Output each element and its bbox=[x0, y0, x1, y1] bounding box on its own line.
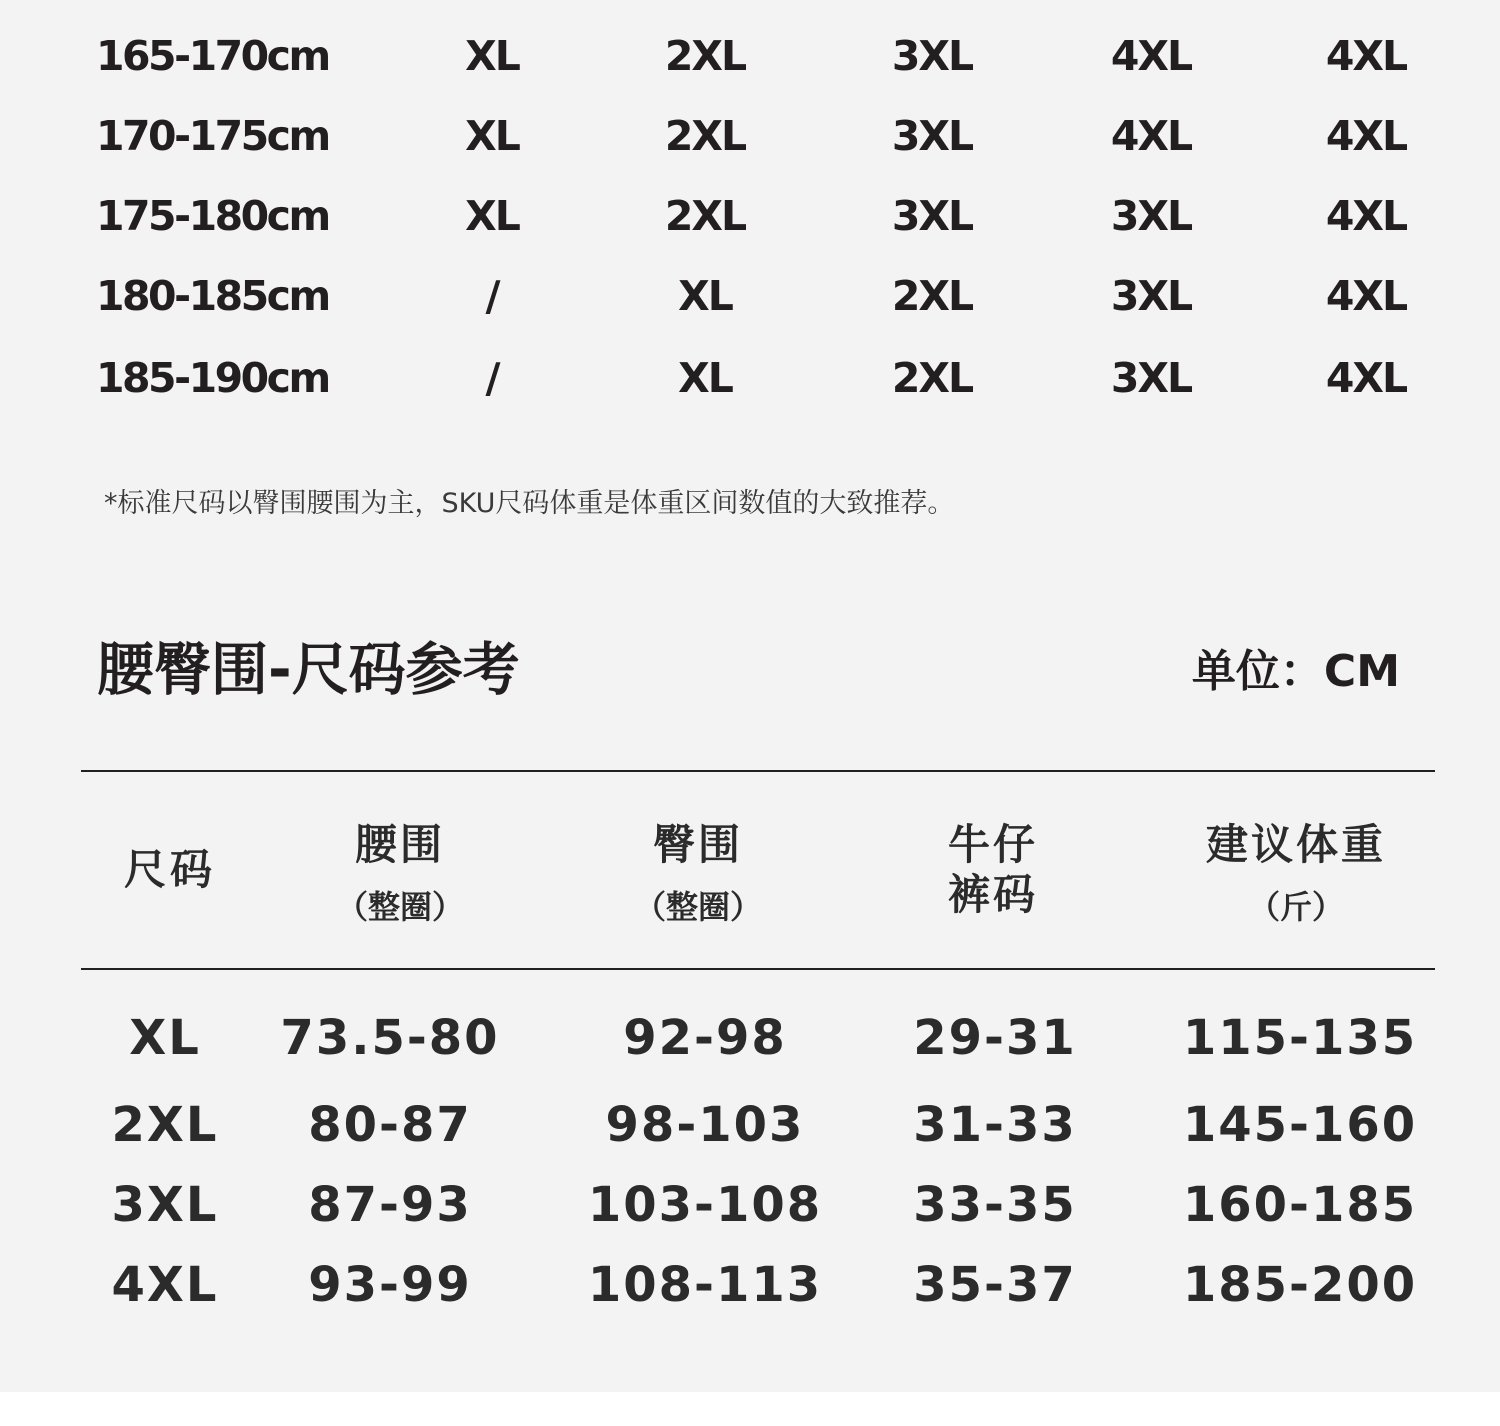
header-jean bbox=[893, 820, 1093, 920]
header-size bbox=[100, 845, 240, 895]
table-row bbox=[0, 1008, 1500, 1068]
jean-value: 33-35 bbox=[913, 1177, 1077, 1233]
size-note: *标准尺码以臀围腰围为主，SKU尺码体重是体重区间数值的大致推荐。 bbox=[104, 488, 955, 519]
size-cell: 2XL bbox=[891, 272, 973, 320]
header-jean-line1: 牛仔 bbox=[947, 820, 1038, 869]
section-title: 腰臀围-尺码参考 bbox=[97, 637, 520, 703]
size-cell: 4XL bbox=[1325, 354, 1407, 402]
size-cell: / bbox=[485, 354, 499, 402]
size-cell: 2XL bbox=[664, 112, 746, 160]
size-cell: 4XL bbox=[1325, 112, 1407, 160]
size-cell: XL bbox=[465, 112, 519, 160]
weight-value: 145-160 bbox=[1182, 1097, 1418, 1153]
height-range: 175-180cm bbox=[96, 192, 329, 240]
size-cell: 3XL bbox=[1110, 192, 1192, 240]
weight-value: 115-135 bbox=[1182, 1010, 1418, 1066]
header-waist bbox=[300, 820, 500, 932]
size-cell: 3XL bbox=[1110, 272, 1192, 320]
size-cell: 2XL bbox=[664, 192, 746, 240]
header-waist-sub: （整圈） bbox=[335, 888, 464, 926]
size-value: 3XL bbox=[111, 1177, 219, 1233]
size-cell: 4XL bbox=[1325, 192, 1407, 240]
table-row bbox=[0, 1095, 1500, 1155]
header-size-label: 尺码 bbox=[123, 845, 216, 894]
table-divider-header bbox=[81, 968, 1435, 970]
jean-value: 29-31 bbox=[913, 1010, 1077, 1066]
size-value: 4XL bbox=[111, 1257, 219, 1313]
table-row bbox=[0, 186, 1500, 246]
table-row bbox=[0, 348, 1500, 408]
table-row bbox=[0, 266, 1500, 326]
size-cell: 3XL bbox=[1110, 354, 1192, 402]
waist-value: 93-99 bbox=[308, 1257, 472, 1313]
table-row bbox=[0, 1175, 1500, 1235]
header-weight bbox=[1190, 820, 1402, 932]
unit-label: 单位：CM bbox=[1191, 646, 1400, 697]
header-weight-label: 建议体重 bbox=[1205, 820, 1386, 869]
size-cell: XL bbox=[465, 192, 519, 240]
size-cell: 2XL bbox=[664, 32, 746, 80]
size-cell: XL bbox=[678, 354, 732, 402]
height-range: 165-170cm bbox=[96, 32, 329, 80]
jean-value: 31-33 bbox=[913, 1097, 1077, 1153]
size-value: 2XL bbox=[111, 1097, 219, 1153]
table-row bbox=[0, 1255, 1500, 1315]
waist-value: 87-93 bbox=[308, 1177, 472, 1233]
size-cell: 2XL bbox=[891, 354, 973, 402]
header-weight-sub: （斤） bbox=[1247, 888, 1344, 926]
size-cell: XL bbox=[465, 32, 519, 80]
table-row bbox=[0, 106, 1500, 166]
size-cell: 3XL bbox=[891, 112, 973, 160]
header-jean-line2: 裤码 bbox=[947, 870, 1038, 919]
header-hip-label: 臀围 bbox=[652, 820, 743, 869]
height-range: 185-190cm bbox=[96, 354, 329, 402]
waist-value: 80-87 bbox=[308, 1097, 472, 1153]
hip-value: 98-103 bbox=[605, 1097, 805, 1153]
weight-value: 185-200 bbox=[1182, 1257, 1418, 1313]
size-cell: 4XL bbox=[1325, 272, 1407, 320]
header-hip bbox=[598, 820, 798, 932]
hip-value: 108-113 bbox=[587, 1257, 823, 1313]
height-range: 170-175cm bbox=[96, 112, 329, 160]
jean-value: 35-37 bbox=[913, 1257, 1077, 1313]
table-divider-top bbox=[81, 770, 1435, 772]
header-hip-sub: （整圈） bbox=[633, 888, 762, 926]
size-cell: 4XL bbox=[1110, 112, 1192, 160]
weight-value: 160-185 bbox=[1182, 1177, 1418, 1233]
hip-value: 103-108 bbox=[587, 1177, 823, 1233]
size-value: XL bbox=[129, 1010, 201, 1066]
size-cell: 4XL bbox=[1325, 32, 1407, 80]
size-cell: 4XL bbox=[1110, 32, 1192, 80]
hip-value: 92-98 bbox=[623, 1010, 787, 1066]
size-cell: XL bbox=[678, 272, 732, 320]
waist-value: 73.5-80 bbox=[280, 1010, 500, 1066]
header-waist-label: 腰围 bbox=[354, 820, 445, 869]
table-row bbox=[0, 26, 1500, 86]
size-cell: 3XL bbox=[891, 192, 973, 240]
height-range: 180-185cm bbox=[96, 272, 329, 320]
size-cell: 3XL bbox=[891, 32, 973, 80]
size-cell: / bbox=[485, 272, 499, 320]
